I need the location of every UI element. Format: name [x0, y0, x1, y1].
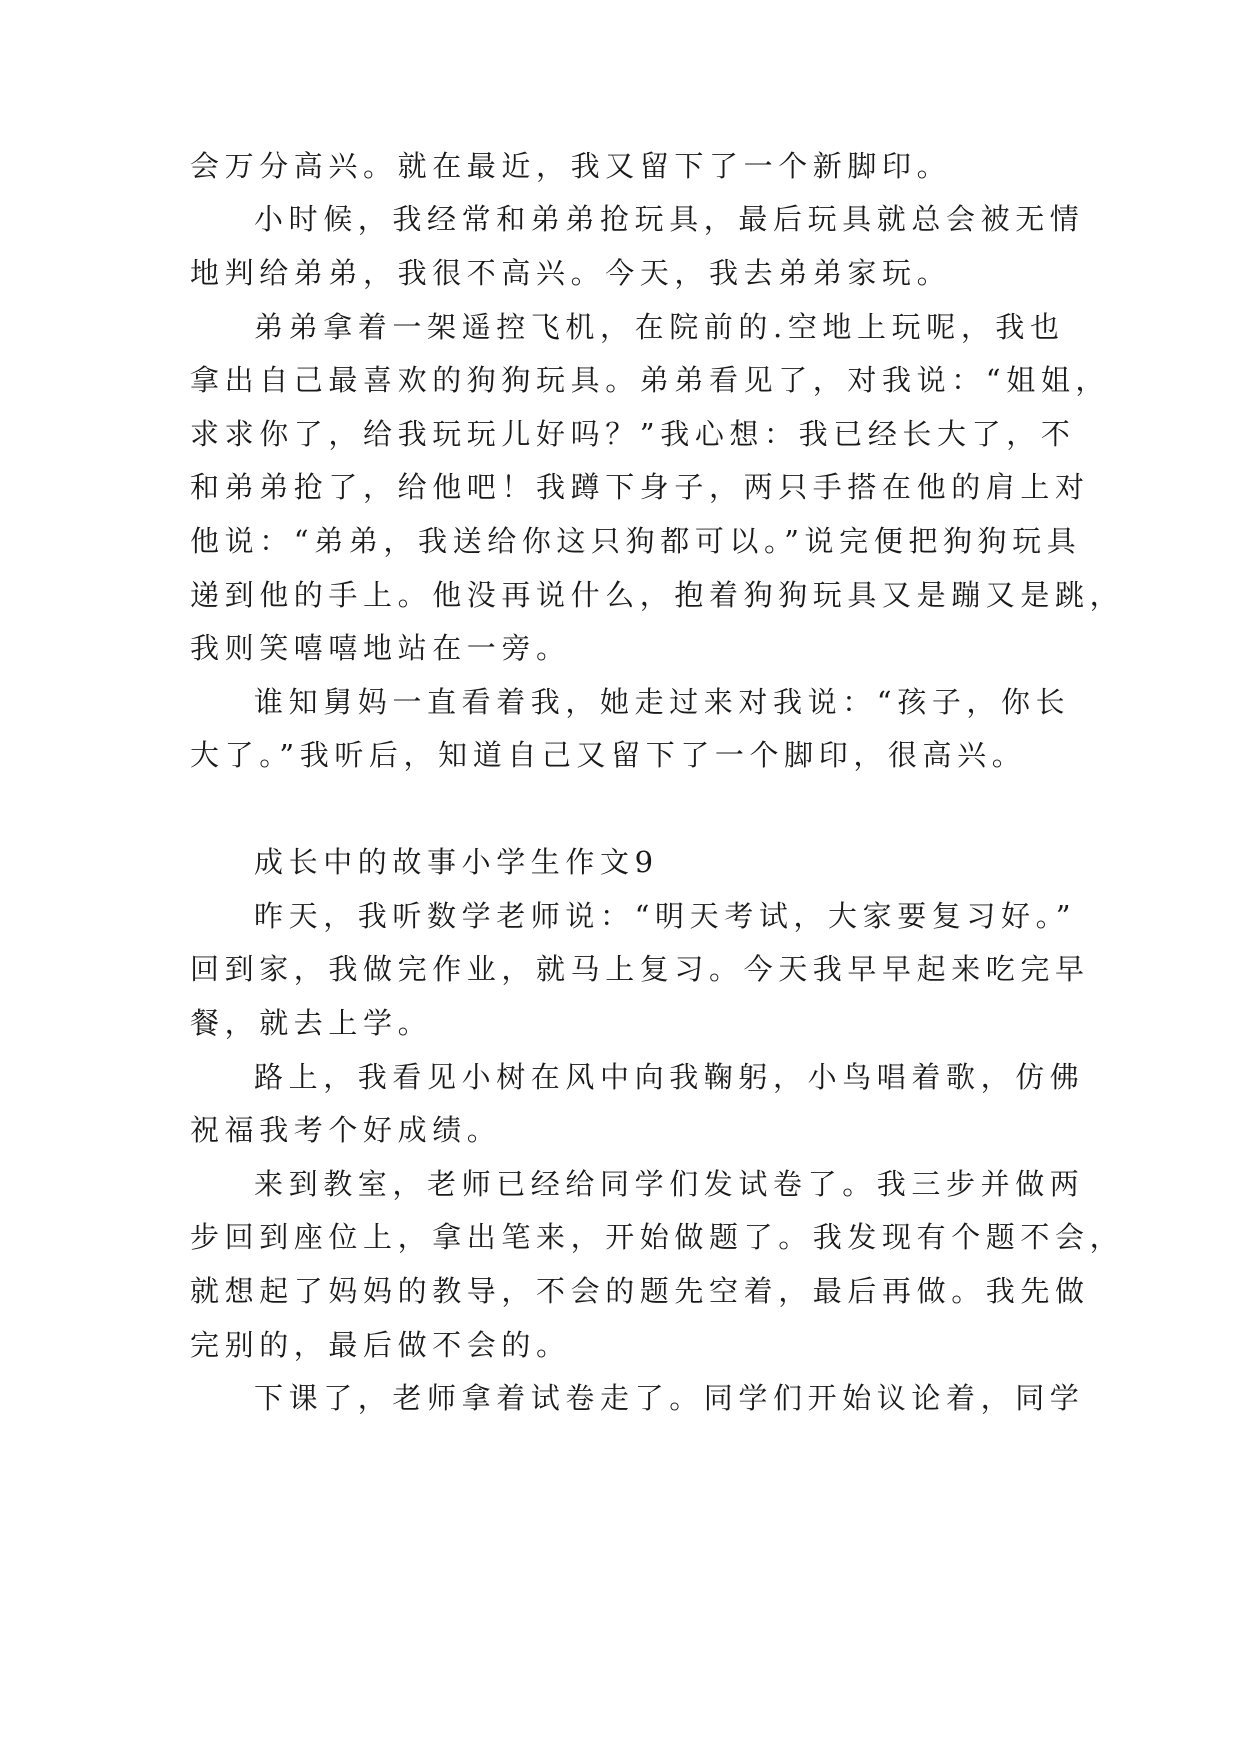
text-line: 我则笑嘻嘻地站在一旁。: [190, 631, 571, 665]
text-line: 谁知舅妈一直看着我，她走过来对我说：“孩子，你长: [254, 685, 1071, 719]
text-line: 下课了，老师拿着试卷走了。同学们开始议论着，同学: [254, 1381, 1085, 1415]
text-line: 地判给弟弟，我很不高兴。今天，我去弟弟家玩。: [190, 256, 952, 290]
text-line: 祝福我考个好成绩。: [190, 1113, 502, 1147]
text-line: 求求你了，给我玩玩儿好吗？”我心想：我已经长大了，不: [190, 417, 1076, 451]
text-line: 弟弟拿着一架遥控飞机，在院前的.空地上玩呢，我也: [254, 310, 1065, 344]
text-line: 大了。”我听后，知道自己又留下了一个脚印，很高兴。: [190, 738, 1027, 772]
text-line: 餐，就去上学。: [190, 1006, 433, 1040]
text-line: 和弟弟抢了，给他吧！我蹲下身子，两只手搭在他的肩上对: [190, 470, 1090, 504]
text-line: 他说：“弟弟，我送给你这只狗都可以。”说完便把狗狗玩具: [190, 524, 1082, 558]
text-line: 递到他的手上。他没再说什么，抱着狗狗玩具又是蹦又是跳，: [190, 578, 1125, 612]
text-line: 小时候，我经常和弟弟抢玩具，最后玩具就总会被无情: [254, 202, 1085, 236]
text-line: 来到教室，老师已经给同学们发试卷了。我三步并做两: [254, 1167, 1085, 1201]
text-line: 昨天，我听数学老师说：“明天考试，大家要复习好。”: [254, 899, 1077, 933]
text-line: 完别的，最后做不会的。: [190, 1328, 571, 1362]
section-title: 成长中的故事小学生作文9: [254, 845, 659, 879]
text-line: 拿出自己最喜欢的狗狗玩具。弟弟看见了，对我说：“姐姐，: [190, 363, 1111, 397]
text-line: 会万分高兴。就在最近，我又留下了一个新脚印。: [190, 149, 952, 183]
text-line: 步回到座位上，拿出笔来，开始做题了。我发现有个题不会，: [190, 1220, 1125, 1254]
text-line: 路上，我看见小树在风中向我鞠躬，小鸟唱着歌，仿佛: [254, 1060, 1085, 1094]
text-line: 回到家，我做完作业，就马上复习。今天我早早起来吃完早: [190, 952, 1090, 986]
text-line: 就想起了妈妈的教导，不会的题先空着，最后再做。我先做: [190, 1274, 1090, 1308]
